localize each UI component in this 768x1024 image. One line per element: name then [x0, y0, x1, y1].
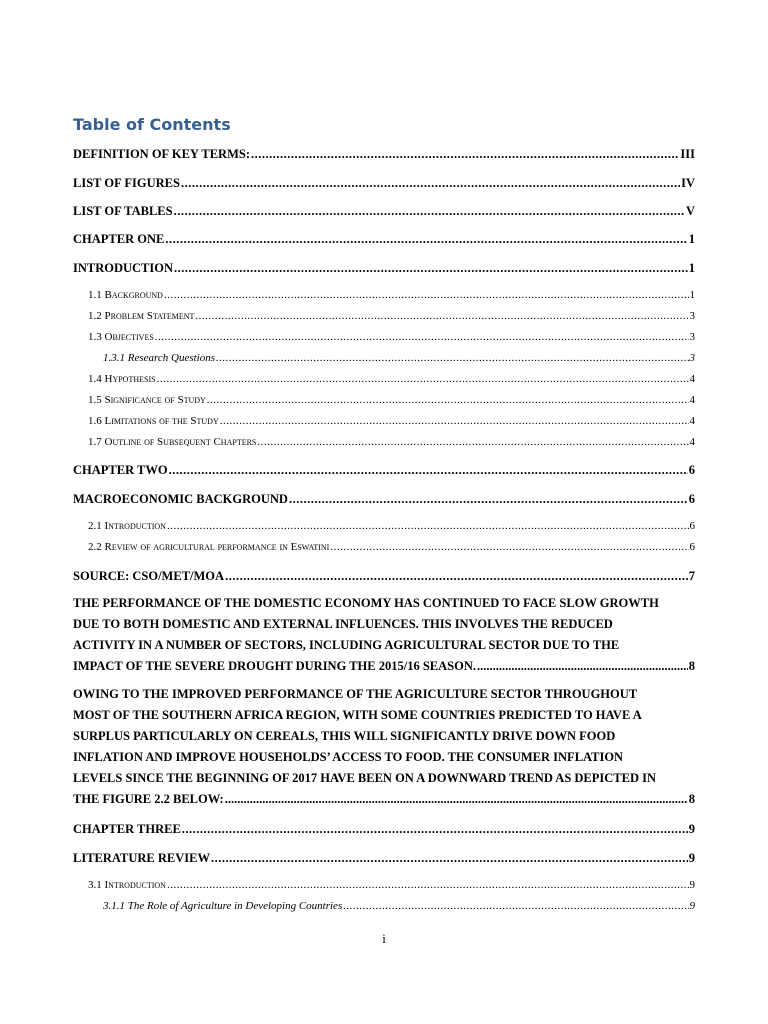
dot-leader: [257, 435, 688, 449]
toc-entry-label: 2.1 Introduction: [88, 520, 166, 532]
toc-entry-chapter-one[interactable]: [73, 231, 695, 247]
toc-entry-1-6-limitations[interactable]: [88, 414, 695, 428]
toc-entry-1-3-1-research-questions[interactable]: [103, 351, 695, 365]
dot-leader: [155, 330, 689, 344]
toc-entry-definition-of-key-terms[interactable]: [73, 146, 695, 162]
toc-entry-chapter-two[interactable]: [73, 462, 695, 478]
toc-entry-label: 1.2 Problem Statement: [88, 310, 195, 322]
toc-entry-line: INFLATION AND IMPROVE HOUSEHOLDS’ ACCESS TO FOOD. THE CONSUMER INFLATION: [73, 750, 624, 764]
toc-entry-label: 2.2 Review of agricultural performance in Eswatini: [88, 541, 330, 553]
toc-entry-label: INTRODUCTION: [73, 261, 174, 275]
dot-leader: [174, 203, 685, 219]
toc-entry-line: THE PERFORMANCE OF THE DOMESTIC ECONOMY HAS CONTINUED TO FACE SLOW GROWTH: [73, 596, 659, 610]
toc-entry-label: CHAPTER TWO: [73, 463, 168, 477]
toc-entry-label: 1.4 Hypothesis: [88, 373, 156, 385]
toc-entry-1-2-problem-statement[interactable]: [88, 309, 695, 323]
dot-leader: [165, 231, 687, 247]
toc-entry-line: ACTIVITY IN A NUMBER OF SECTORS, INCLUDING AGRICULTURAL SECTOR DUE TO THE: [73, 638, 620, 652]
dot-leader: [157, 372, 689, 386]
toc-entry-page: 3: [689, 352, 695, 364]
toc-entry-page: 8: [688, 792, 695, 806]
toc-entry-line: OWING TO THE IMPROVED PERFORMANCE OF THE AGRICULTURE SECTOR THROUGHOUT: [73, 687, 638, 701]
dot-leader: [330, 540, 688, 554]
toc-entry-line: MOST OF THE SOUTHERN AFRICA REGION, WITH SOME COUNTRIES PREDICTED TO HAVE A: [73, 708, 642, 722]
toc-entry-source[interactable]: [73, 568, 695, 584]
toc-title: Table of Contents: [73, 115, 231, 134]
toc-entry-1-7-outline[interactable]: [88, 435, 695, 449]
dot-leader: [477, 656, 688, 677]
dot-leader: [195, 309, 688, 323]
toc-entry-page: 4: [689, 436, 695, 448]
toc-entry-list-of-figures[interactable]: [73, 175, 695, 191]
dot-leader: [251, 146, 679, 162]
toc-entry-agriculture-paragraph[interactable]: [73, 684, 695, 810]
toc-entry-chapter-three[interactable]: [73, 821, 695, 837]
dot-leader: [216, 351, 688, 365]
toc-entry-label: DEFINITION OF KEY TERMS:: [73, 147, 250, 161]
toc-entry-label: CHAPTER THREE: [73, 822, 181, 836]
toc-entry-line: LEVELS SINCE THE BEGINNING OF 2017 HAVE BEEN ON A DOWNWARD TREND AS DEPICTED IN: [73, 771, 657, 785]
toc-entry-page: 9: [688, 851, 695, 865]
toc-entry-label: LIST OF TABLES: [73, 204, 173, 218]
dot-leader: [167, 519, 689, 533]
toc-entry-1-3-objectives[interactable]: [88, 330, 695, 344]
toc-entry-performance-paragraph[interactable]: [73, 593, 695, 677]
toc-entry-label: CHAPTER ONE: [73, 232, 165, 246]
toc-entry-page: 9: [689, 879, 695, 891]
toc-entry-line: DUE TO BOTH DOMESTIC AND EXTERNAL INFLUENCES. THIS INVOLVES THE REDUCED: [73, 617, 613, 631]
toc-entry-page: 3: [689, 331, 695, 343]
toc-entry-introduction[interactable]: [73, 260, 695, 276]
toc-entry-label: 3.1 Introduction: [88, 879, 166, 891]
toc-entry-label: LITERATURE REVIEW: [73, 851, 210, 865]
toc-entry-page: III: [680, 147, 695, 161]
toc-entry-label: 1.7 Outline of Subsequent Chapters: [88, 436, 257, 448]
toc-entry-2-1-introduction[interactable]: [88, 519, 695, 533]
toc-entry-label: 1.1 Background: [88, 289, 163, 301]
toc-entry-1-5-significance[interactable]: [88, 393, 695, 407]
dot-leader: [225, 789, 688, 810]
toc-entry-page: 4: [689, 415, 695, 427]
toc-entry-page: 1: [689, 289, 695, 301]
dot-leader: [289, 491, 688, 507]
toc-entry-page: 6: [689, 541, 695, 553]
toc-entry-label: MACROECONOMIC BACKGROUND: [73, 492, 288, 506]
dot-leader: [343, 899, 688, 913]
dot-leader: [181, 175, 680, 191]
toc-entry-line: SURPLUS PARTICULARLY ON CEREALS, THIS WILL SIGNIFICANTLY DRIVE DOWN FOOD: [73, 729, 616, 743]
dot-leader: [164, 288, 689, 302]
toc-entry-page: V: [685, 204, 695, 218]
toc-entry-page: 4: [689, 394, 695, 406]
dot-leader: [207, 393, 689, 407]
toc-entry-label: 1.6 Limitations of the Study: [88, 415, 219, 427]
toc-entry-3-1-introduction[interactable]: [88, 878, 695, 892]
toc-entry-line: IMPACT OF THE SEVERE DROUGHT DURING THE 2015/16 SEASON.: [73, 659, 476, 673]
toc-entry-line: THE FIGURE 2.2 BELOW:: [73, 792, 224, 806]
toc-entry-page: 1: [688, 261, 695, 275]
toc-entry-2-2-review[interactable]: [88, 540, 695, 554]
toc-entry-label: LIST OF FIGURES: [73, 176, 180, 190]
toc-entry-page: 4: [689, 373, 695, 385]
dot-leader: [225, 568, 688, 584]
toc-entry-1-1-background[interactable]: [88, 288, 695, 302]
footer-page-number: i: [382, 931, 386, 946]
toc-entry-literature-review[interactable]: [73, 850, 695, 866]
dot-leader: [182, 821, 688, 837]
toc-entry-page: 8: [688, 659, 695, 673]
toc-entry-page: 6: [689, 520, 695, 532]
dot-leader: [169, 462, 688, 478]
toc-entry-label: 3.1.1 The Role of Agriculture in Developing Countries: [103, 900, 343, 912]
toc-entry-page: 9: [688, 822, 695, 836]
toc-entry-3-1-1-role-of-agriculture[interactable]: [103, 899, 695, 913]
toc-entry-page: 6: [688, 492, 695, 506]
toc-entry-label: 1.3 Objectives: [88, 331, 154, 343]
toc-entry-page: 7: [688, 569, 695, 583]
dot-leader: [167, 878, 689, 892]
toc-entry-page: IV: [681, 176, 695, 190]
toc-entry-page: 6: [688, 463, 695, 477]
toc-entry-label: SOURCE: CSO/MET/MOA: [73, 569, 225, 583]
toc-entry-macroeconomic-background[interactable]: [73, 491, 695, 507]
toc-entry-page: 1: [688, 232, 695, 246]
toc-entry-list-of-tables[interactable]: [73, 203, 695, 219]
toc-entry-label: 1.5 Significance of Study: [88, 394, 206, 406]
toc-entry-page: 3: [689, 310, 695, 322]
toc-entry-label: 1.3.1 Research Questions: [103, 352, 216, 364]
dot-leader: [174, 260, 688, 276]
toc-entry-1-4-hypothesis[interactable]: [88, 372, 695, 386]
dot-leader: [220, 414, 689, 428]
toc-entry-page: 9: [689, 900, 695, 912]
dot-leader: [211, 850, 688, 866]
